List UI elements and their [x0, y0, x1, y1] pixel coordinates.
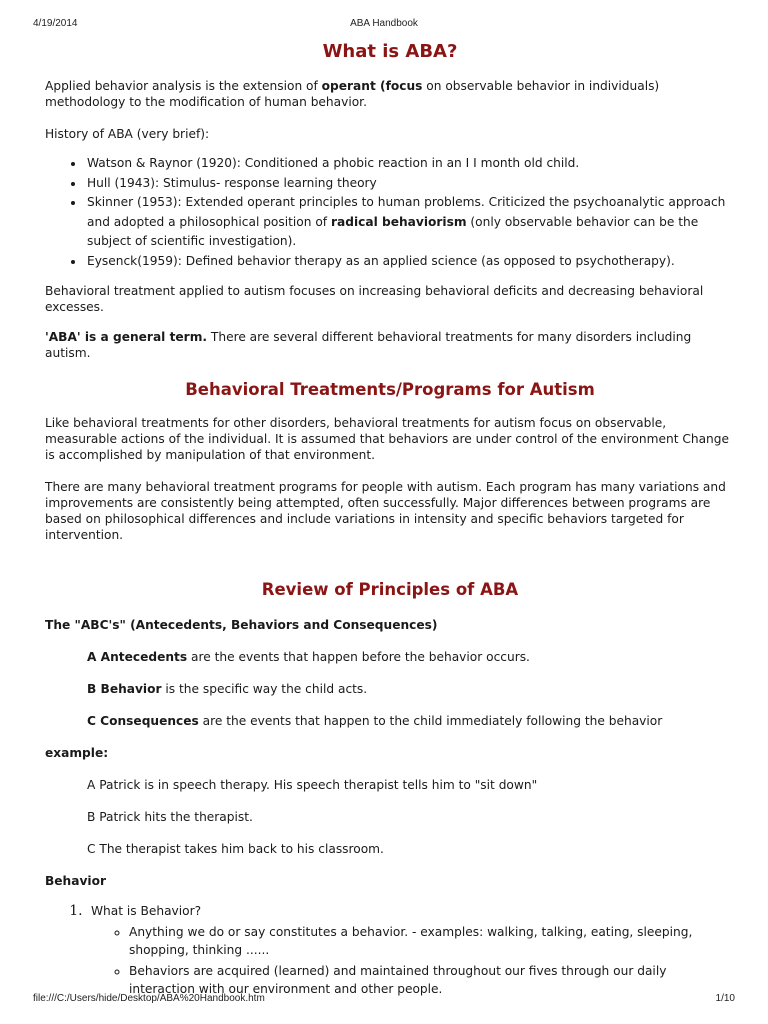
antecedents-definition	[87, 649, 735, 665]
print-page-number: 1/10	[715, 993, 735, 1004]
antecedents-text: are the events that happen before the behavior occurs.	[187, 650, 530, 664]
general-term-rest: There are several different behavioral treatments for many disorders including autism.	[45, 330, 692, 360]
intro-bold: operant (focus	[321, 79, 423, 93]
example-behavior: B Patrick hits the therapist.	[87, 810, 253, 824]
consequences-text: are the events that happen to the child immediately following the behavior	[198, 714, 663, 728]
skinner-bold: radical behaviorism	[330, 214, 467, 229]
example-antecedent: A Patrick is in speech therapy. His speech therapist tells him to "sit down"	[87, 778, 538, 792]
treatment-paragraph: Behavioral treatment applied to autism focuses on increasing behavioral deficits and decreasing behavioral excesses.	[45, 284, 704, 314]
behavior-points-list	[91, 923, 735, 998]
abc-heading: The "ABC's" (Antecedents, Behaviors and Consequences)	[45, 618, 438, 632]
general-term-bold: 'ABA' is a general term.	[45, 330, 208, 344]
skinner-text-end: (only observable behavior can be the subject of scientific investigation).	[87, 214, 699, 248]
example-heading: example:	[45, 746, 109, 760]
behavior-question-item	[87, 903, 735, 998]
print-date: 4/19/2014	[33, 18, 78, 29]
behavior-point: ◦ Behaviors are acquired (learned) and maintained throughout our fives through our daily interaction with our environment and other people.	[129, 962, 735, 998]
antecedents-bold: A Antecedents	[87, 650, 188, 664]
history-list	[45, 154, 735, 271]
document-body	[45, 38, 735, 1001]
general-term-paragraph	[45, 329, 735, 361]
history-item-skinner	[85, 193, 735, 252]
heading-review-principles: Review of Principles of ABA	[261, 580, 519, 599]
behavior-question: What is Behavior?	[91, 904, 202, 918]
print-header	[0, 18, 768, 32]
behavior-text: is the specific way the child acts.	[161, 682, 368, 696]
consequences-definition	[87, 713, 735, 729]
behavior-numbered-list	[45, 903, 735, 998]
print-title: ABA Handbook	[350, 18, 418, 29]
skinner-text-start: Skinner (1953): Extended operant principles to human problems. Criticized the psychoanalytic approach and adopted a philosophical position of	[87, 195, 726, 229]
treatments-paragraph-2: There are many behavioral treatment programs for people with autism. Each program has many variations and improvements are consistently being attempted, often successfully. Major differences between programs are based on philosophical differences and include variations in intensity and specific behaviors targeted for intervention.	[45, 480, 726, 542]
heading-behavioral-treatments: Behavioral Treatments/Programs for Autism	[185, 380, 595, 399]
print-footer	[0, 993, 768, 1007]
treatments-paragraph-1: Like behavioral treatments for other disorders, behavioral treatments for autism focus on observable, measurable actions of the individual. It is assumed that behaviors are under control of the environment Change is accomplished by manipulation of that environment.	[45, 416, 730, 462]
behavior-bold: B Behavior	[87, 682, 162, 696]
behavior-heading: Behavior	[45, 874, 106, 888]
behavior-point: ◦ Anything we do or say constitutes a behavior. - examples: walking, talking, eating, sleeping, shopping, thinking ......	[129, 923, 735, 959]
heading-what-is-aba: What is ABA?	[322, 41, 458, 62]
intro-paragraph	[45, 78, 735, 110]
history-label: History of ABA (very brief):	[45, 127, 210, 141]
history-item-hull: • Hull (1943): Stimulus- response learning theory	[85, 174, 735, 194]
history-item-watson: • Watson & Raynor (1920): Conditioned a phobic reaction in an I I month old child.	[85, 154, 735, 174]
consequences-bold: C Consequences	[87, 714, 199, 728]
example-consequence: C The therapist takes him back to his classroom.	[87, 842, 384, 856]
intro-text-end: on observable behavior in individuals) methodology to the modification of human behavior.	[45, 79, 660, 109]
print-file-path: file:///C:/Users/hide/Desktop/ABA%20Handbook.htm	[33, 993, 265, 1004]
behavior-definition	[87, 681, 735, 697]
intro-text-start: Applied behavior analysis is the extension of	[45, 79, 322, 93]
history-item-eysenck: • Eysenck(1959): Defined behavior therapy as an applied science (as opposed to psychotherapy).	[85, 252, 735, 272]
